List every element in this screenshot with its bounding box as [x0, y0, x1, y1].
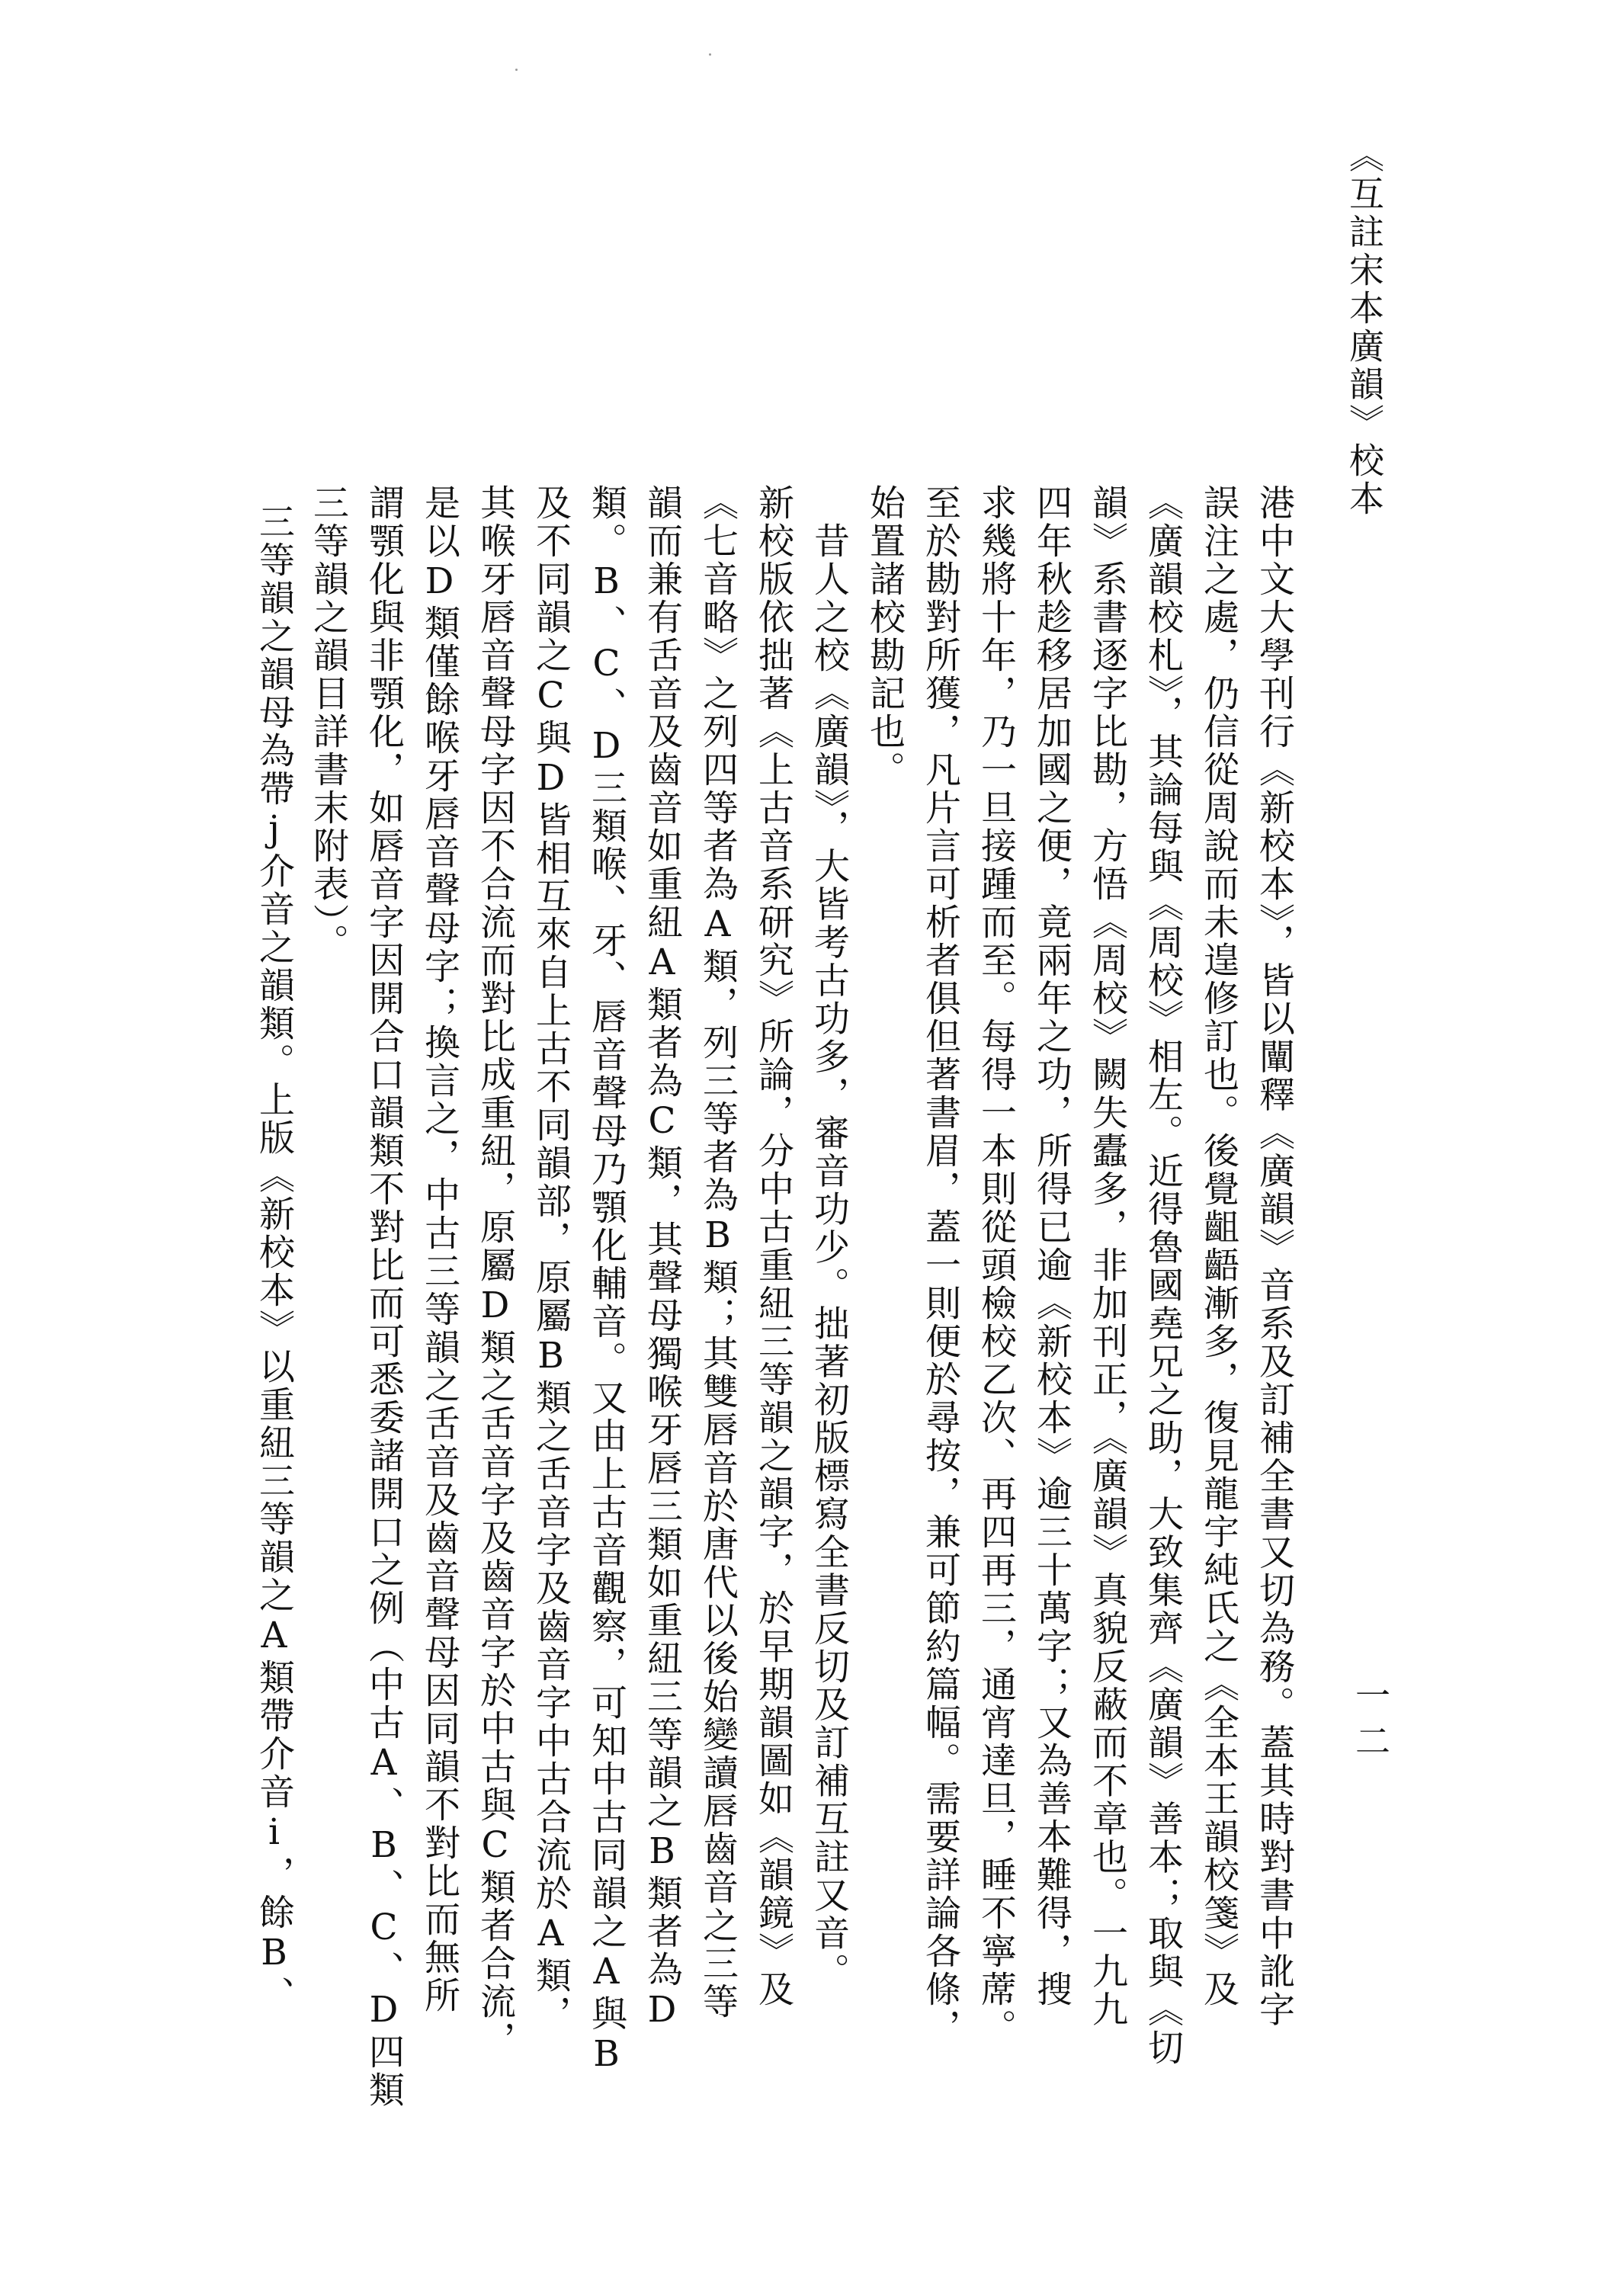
- text-column: 韻而兼有舌音及齒音如重紐A類者為C類，其聲母獨喉牙唇三類如重紐三等韻之B類者為D: [641, 484, 683, 2033]
- scan-speck: [709, 53, 711, 56]
- text-column: 求幾將十年，乃一旦接踵而至。每得一本則從頭檢校乙次、再四再三，通宵達旦，睡不寧蓆。: [975, 484, 1017, 2047]
- text-column: 始置諸校勘記也。: [864, 484, 906, 789]
- footnote-column: 三等韻之韻母為帶j介音之韻類。上版《新校本》以重紐三等韻之A類帶介音i，餘B、: [253, 503, 295, 2014]
- text-column: 是以D類僅餘喉牙唇音聲母字；換言之，中古三等韻之舌音及齒音聲母因同韻不對比而無所: [418, 484, 460, 2015]
- page-number: 一二: [1350, 1677, 1391, 1768]
- text-column: 誤注之處，仍信從周說而未遑修訂也。後覺齟齬漸多，復見龍宇純氏之《全本王韻校箋》及: [1198, 484, 1239, 2009]
- text-column: 謂顎化與非顎化，如唇音字因開合口韻類不對比而可悉委諸開口之例（中古A、B、C、D四類: [363, 484, 405, 2109]
- text-column: 及不同韻之C與D皆相互來自上古不同韻部，原屬B類之舌音字及齒音字中古合流於A類，: [530, 484, 572, 2033]
- text-column: 新校版依拙著《上古音系研究》所論，分中古重紐三等韻之韻字，於早期韻圖如《韻鏡》及: [752, 484, 794, 2009]
- text-column: 《七音略》之列四等者為A類，列三等者為B類；其雙唇音於唐代以後始變讀唇齒音之三等: [697, 484, 739, 2021]
- text-column: 其喉牙唇音聲母字因不合流而對比成重紐，原屬D類之舌音字及齒音字於中古與C類者合流，: [474, 484, 516, 2059]
- running-header-title: 《互註宋本廣韻》校本: [1344, 137, 1385, 518]
- text-column: 港中文大學刊行《新校本》，皆以闡釋《廣韻》音系及訂補全書又切為務。蓋其時對書中訛字: [1253, 484, 1295, 2029]
- scan-speck: [515, 69, 518, 71]
- text-column: 三等韻之韻目詳書末附表）。: [307, 484, 349, 962]
- text-column: 四年秋趁移居加國之便，竟兩年之功，所得已逾《新校本》逾三十萬字；又為善本難得，搜: [1031, 484, 1073, 2009]
- text-column: 《廣韻校札》，其論每與《周校》相左。近得魯國堯兄之助，大致集齊《廣韻》善本；取與《切: [1142, 484, 1184, 2067]
- text-column: 至於勘對所獲，凡片言可析者俱但著書眉，蓋一則便於尋按，兼可節約篇幅。需要詳論各條，: [919, 484, 961, 2047]
- text-column: 類。B、C、D三類喉、牙、唇音聲母乃顎化輔音。又由上古音觀察，可知中古同韻之A與B: [585, 484, 627, 2077]
- text-column: 韻》系書逐字比勘，方悟《周校》闕失蠹多，非加刊正，《廣韻》真貌反蔽而不章也。一九九: [1086, 484, 1128, 2029]
- text-column: 昔人之校《廣韻》，大皆考古功多，審音功少。拙著初版標寫全書反切及訂補互註又音。: [808, 484, 850, 1991]
